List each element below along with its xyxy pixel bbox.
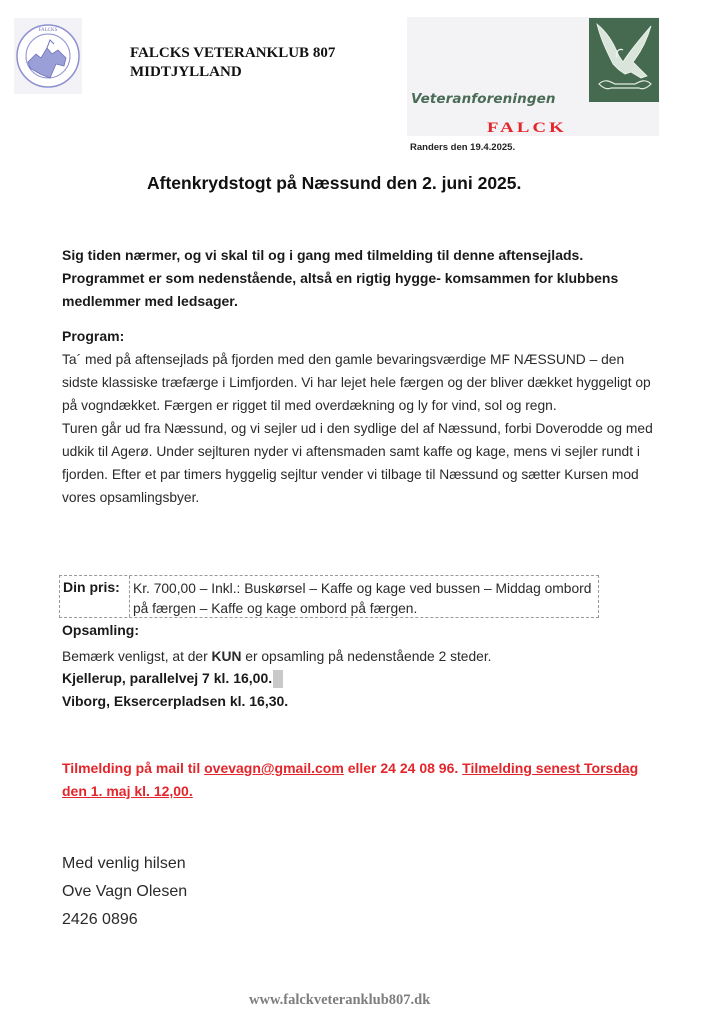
pickup-note-before: Bemærk venligst, at der	[62, 649, 212, 664]
price-details: Kr. 700,00 – Inkl.: Buskørsel – Kaffe og kage ved bussen – Middag ombord på færgen – Kaffe og kage ombord på færgen.	[133, 581, 592, 616]
eagle-graphic	[589, 18, 659, 102]
signup-deadline: Tilmelding senest Torsdag den 1. maj kl. 12,00.	[62, 760, 639, 799]
signoff-greeting: Med venlig hilsen	[62, 855, 186, 872]
program-paragraph-1: Ta´ med på aftensejlads på fjorden med den gamle bevaringsværdige MF NÆSSUND – den sidste klassiske træfærge i Limfjorden. Vi har lejet hele færgen og der bliver dækket hyggeligt op på vogndækket. Færgen er rigget til med overdækning og ly for vind, sol og regn.	[62, 352, 651, 413]
price-table-divider	[129, 576, 130, 617]
email-link[interactable]: ovevagn@gmail.com	[204, 760, 344, 776]
page-title: Aftenkrydstogt på Næssund den 2. juni 2025.	[147, 173, 522, 193]
program-body	[62, 348, 662, 509]
seal-graphic	[14, 18, 82, 94]
falck-brand-label: FALCK	[487, 120, 567, 136]
date-line: Randers den 19.4.2025.	[410, 142, 516, 153]
falcks-personaleforening-seal-icon	[14, 18, 82, 94]
pickup-location-text: Kjellerup, parallelvej 7 kl. 16,00.	[62, 670, 273, 686]
program-paragraph-2: Turen går ud fra Næssund, og vi sejler ud i den sydlige del af Næssund, forbi Doverodde og med udkik til Agerø. Under sejlturen nyder vi aftensmaden samt kaffe og kage, mens vi sejler rundt i fjorden. Efter et par timers hyggelig sejltur vender vi tilbage til Næssund og sætter Kursen mod vores opsamlingsbyer.	[62, 421, 653, 505]
signup-prefix: Tilmelding på mail til	[62, 760, 205, 776]
price-table	[59, 575, 599, 618]
text-selection-highlight	[273, 670, 283, 688]
club-name	[130, 44, 335, 82]
price-label: Din pris:	[63, 579, 120, 595]
program-heading: Program:	[62, 328, 125, 344]
club-name-line2: MIDTJYLLAND	[130, 64, 242, 80]
falck-eagle-icon	[589, 18, 659, 102]
seal-top-text: FALCKS	[38, 28, 58, 33]
veteranforeningen-label: Veteranforeningen	[411, 91, 556, 107]
signup-notice	[62, 757, 662, 803]
signoff-name: Ove Vagn Olesen	[62, 883, 188, 900]
signup-phone: eller 24 24 08 96.	[343, 760, 463, 776]
intro-paragraph: Sig tiden nærmer, og vi skal til og i gang med tilmelding til denne aftensejlads. Programmet er som nedenstående, altså en rigtig hygge- komsammen for klubbens medlemmer med ledsager.	[62, 247, 619, 309]
pickup-location	[62, 667, 283, 690]
club-name-line1: FALCKS VETERANKLUB 807	[130, 45, 336, 61]
footer-website-link[interactable]: www.falckveteranklub807.dk	[249, 992, 431, 1008]
veteranforeningen-falck-logo	[407, 17, 659, 136]
pickup-heading: Opsamling:	[62, 622, 140, 638]
signoff-phone: 2426 0896	[62, 911, 138, 928]
signoff	[62, 850, 187, 934]
pickup-note	[62, 645, 492, 668]
pickup-location: Viborg, Eksercerpladsen kl. 16,30.	[62, 693, 289, 709]
pickup-note-emphasis: KUN	[211, 649, 242, 664]
pickup-note-after: er opsamling på nedenstående 2 steder.	[241, 649, 492, 664]
